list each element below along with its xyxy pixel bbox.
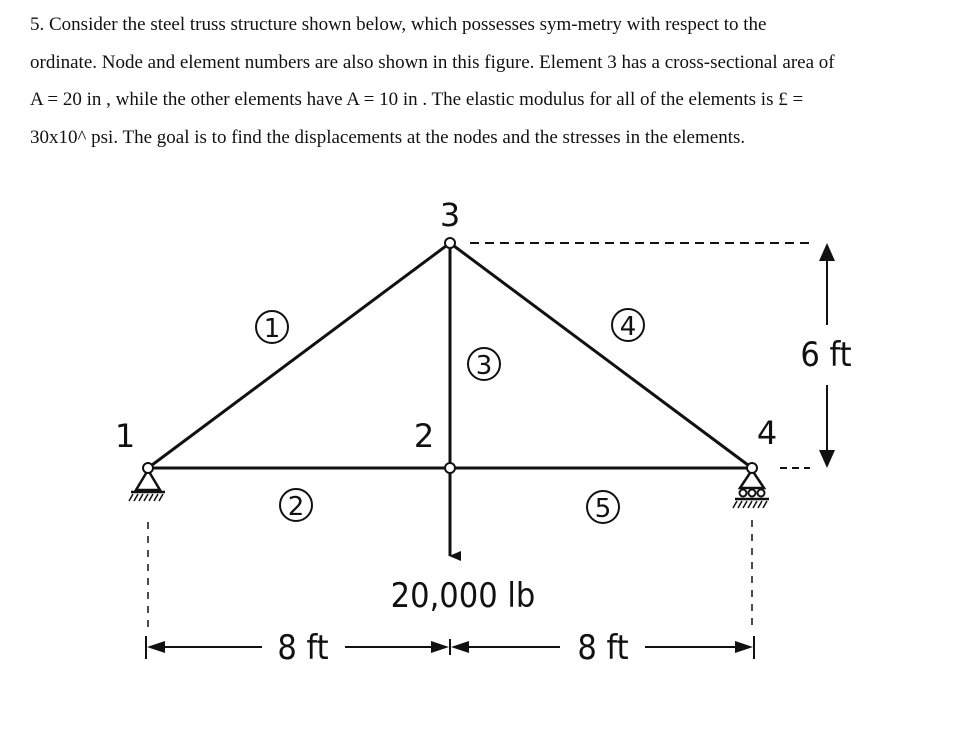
problem-line-4: 30x10^ psi. The goal is to find the displacements at the nodes and the stresses in the elements. (30, 126, 746, 148)
load-label: 20,000 lb (390, 576, 536, 616)
element-4-label (612, 309, 644, 342)
right-span-label: 8 ft (577, 628, 629, 668)
svg-text:1: 1 (263, 314, 281, 344)
node-3-joint (445, 238, 455, 248)
node-3-label: 3 (439, 196, 461, 234)
problem-line-1: 5. Consider the steel truss structure shown below, which possesses sym-metry with respect to the (30, 14, 767, 35)
span-dimension-arrows (146, 636, 754, 659)
svg-text:5: 5 (594, 494, 612, 524)
node-1-joint (143, 463, 153, 473)
height-dimension-label: 6 ft (800, 335, 852, 375)
node-2-label: 2 (413, 417, 435, 455)
element-4-member (450, 243, 752, 468)
element-3-label (468, 348, 500, 381)
node-1-label: 1 (114, 417, 136, 455)
node-2-joint (445, 463, 455, 473)
svg-text:3: 3 (475, 351, 493, 381)
problem-line-3: A = 20 in , while the other elements have A = 10 in . The elastic modulus for all of the elements is £ = (30, 89, 804, 110)
problem-line-2: ordinate. Node and element numbers are also shown in this figure. Element 3 has a cross-sectional area of (30, 51, 835, 73)
element-1-member (148, 243, 450, 468)
svg-text:4: 4 (619, 312, 637, 342)
roller-support-right (733, 470, 769, 508)
node-4-joint (747, 463, 757, 473)
svg-text:2: 2 (287, 492, 305, 522)
element-2-label (280, 489, 312, 522)
node-4-label: 4 (756, 414, 778, 452)
left-span-label: 8 ft (277, 628, 329, 668)
pin-support-left (129, 470, 165, 501)
element-5-label (587, 491, 619, 524)
element-1-label (256, 311, 288, 344)
